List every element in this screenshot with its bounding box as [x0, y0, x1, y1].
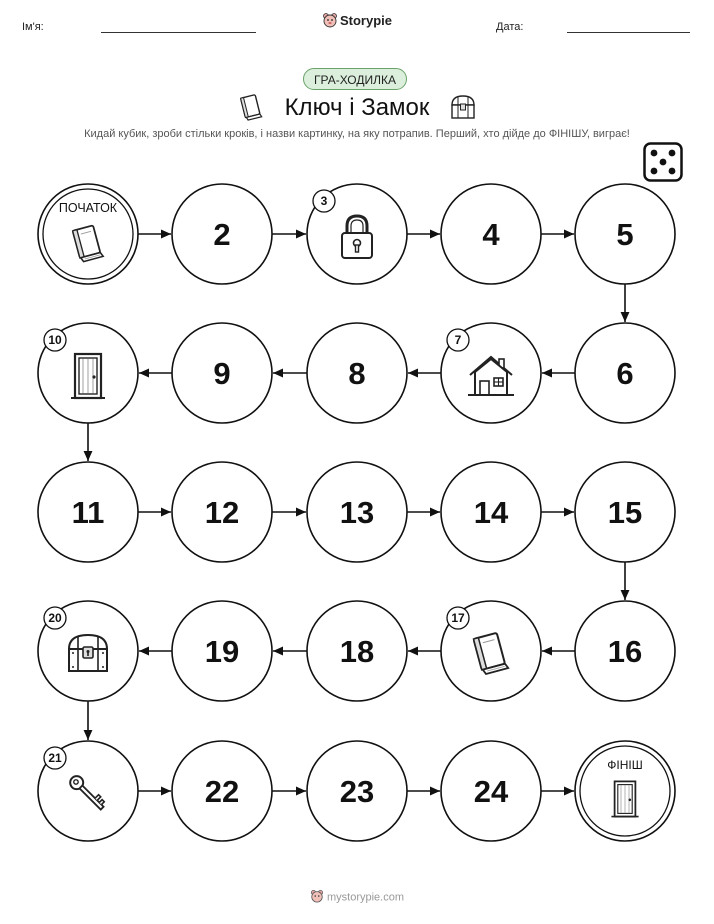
name-label: Ім'я: [22, 21, 44, 33]
cell-number: 22 [204, 774, 240, 809]
board-cell-22[interactable] [172, 741, 272, 841]
footer-url: mystorypie.com [326, 891, 405, 904]
instructions: Кидай кубик, зроби стільки кроків, і назви картинку, на яку потрапив. Перший, хто дійде до ФІНІШУ, виграє! [84, 128, 630, 140]
storypie-logo-icon [310, 889, 324, 906]
cell-number: 13 [339, 495, 375, 530]
game-type-badge: ГРА-ХОДИЛКА [303, 68, 407, 90]
cell-number: 7 [454, 333, 462, 347]
board-cell-24[interactable] [441, 741, 541, 841]
board-cell-6[interactable] [575, 323, 675, 423]
cell-number: 15 [607, 495, 643, 530]
board-cell-17[interactable] [441, 601, 541, 701]
cell-number: 17 [451, 611, 465, 625]
footer [0, 889, 714, 906]
cell-number: 5 [616, 217, 634, 252]
board-cell-13[interactable] [307, 462, 407, 562]
cell-number: 19 [204, 634, 240, 669]
board-cell-15[interactable] [575, 462, 675, 562]
cell-number: 11 [71, 495, 105, 530]
cell-number: 10 [48, 333, 62, 347]
door-icon [611, 781, 638, 816]
board-cell-1[interactable] [38, 184, 138, 284]
finish-label: ФІНІШ [607, 758, 643, 772]
board-cell-2[interactable] [172, 184, 272, 284]
cell-number: 6 [616, 356, 634, 391]
cell-number: 9 [213, 356, 231, 391]
cell-number: 12 [204, 495, 240, 530]
cell-number: 18 [339, 634, 375, 669]
board-cell-7[interactable] [441, 323, 541, 423]
door-icon [71, 354, 105, 398]
cell-number: 8 [348, 356, 366, 391]
board-cell-9[interactable] [172, 323, 272, 423]
cell-number: 3 [320, 194, 328, 208]
board-cell-19[interactable] [172, 601, 272, 701]
treasure-chest-icon [69, 635, 107, 671]
board-cell-8[interactable] [307, 323, 407, 423]
brand-name: Storypie [339, 12, 392, 28]
cell-number: 2 [213, 217, 231, 252]
cell-number: 16 [607, 634, 643, 669]
start-label: ПОЧАТОК [58, 201, 118, 215]
board-cell-10[interactable] [38, 323, 138, 423]
board-cell-23[interactable] [307, 741, 407, 841]
board-cell-16[interactable] [575, 601, 675, 701]
board-cell-11[interactable] [38, 462, 138, 562]
board-cell-18[interactable] [307, 601, 407, 701]
cell-number: 24 [473, 774, 509, 809]
cell-number: 4 [482, 217, 500, 252]
board-cell-25[interactable] [575, 741, 675, 841]
board-cell-3[interactable] [307, 184, 407, 284]
cell-number: 23 [339, 774, 375, 809]
board-cell-12[interactable] [172, 462, 272, 562]
board-cell-20[interactable] [38, 601, 138, 701]
board-cell-21[interactable] [38, 741, 138, 841]
cell-number: 14 [473, 495, 509, 530]
date-label: Дата: [496, 21, 524, 33]
cell-number: 21 [48, 751, 62, 765]
board-cell-14[interactable] [441, 462, 541, 562]
page-title: Ключ і Замок [284, 94, 430, 121]
cell-number: 20 [48, 611, 62, 625]
board-cell-5[interactable] [575, 184, 675, 284]
board-cell-4[interactable] [441, 184, 541, 284]
